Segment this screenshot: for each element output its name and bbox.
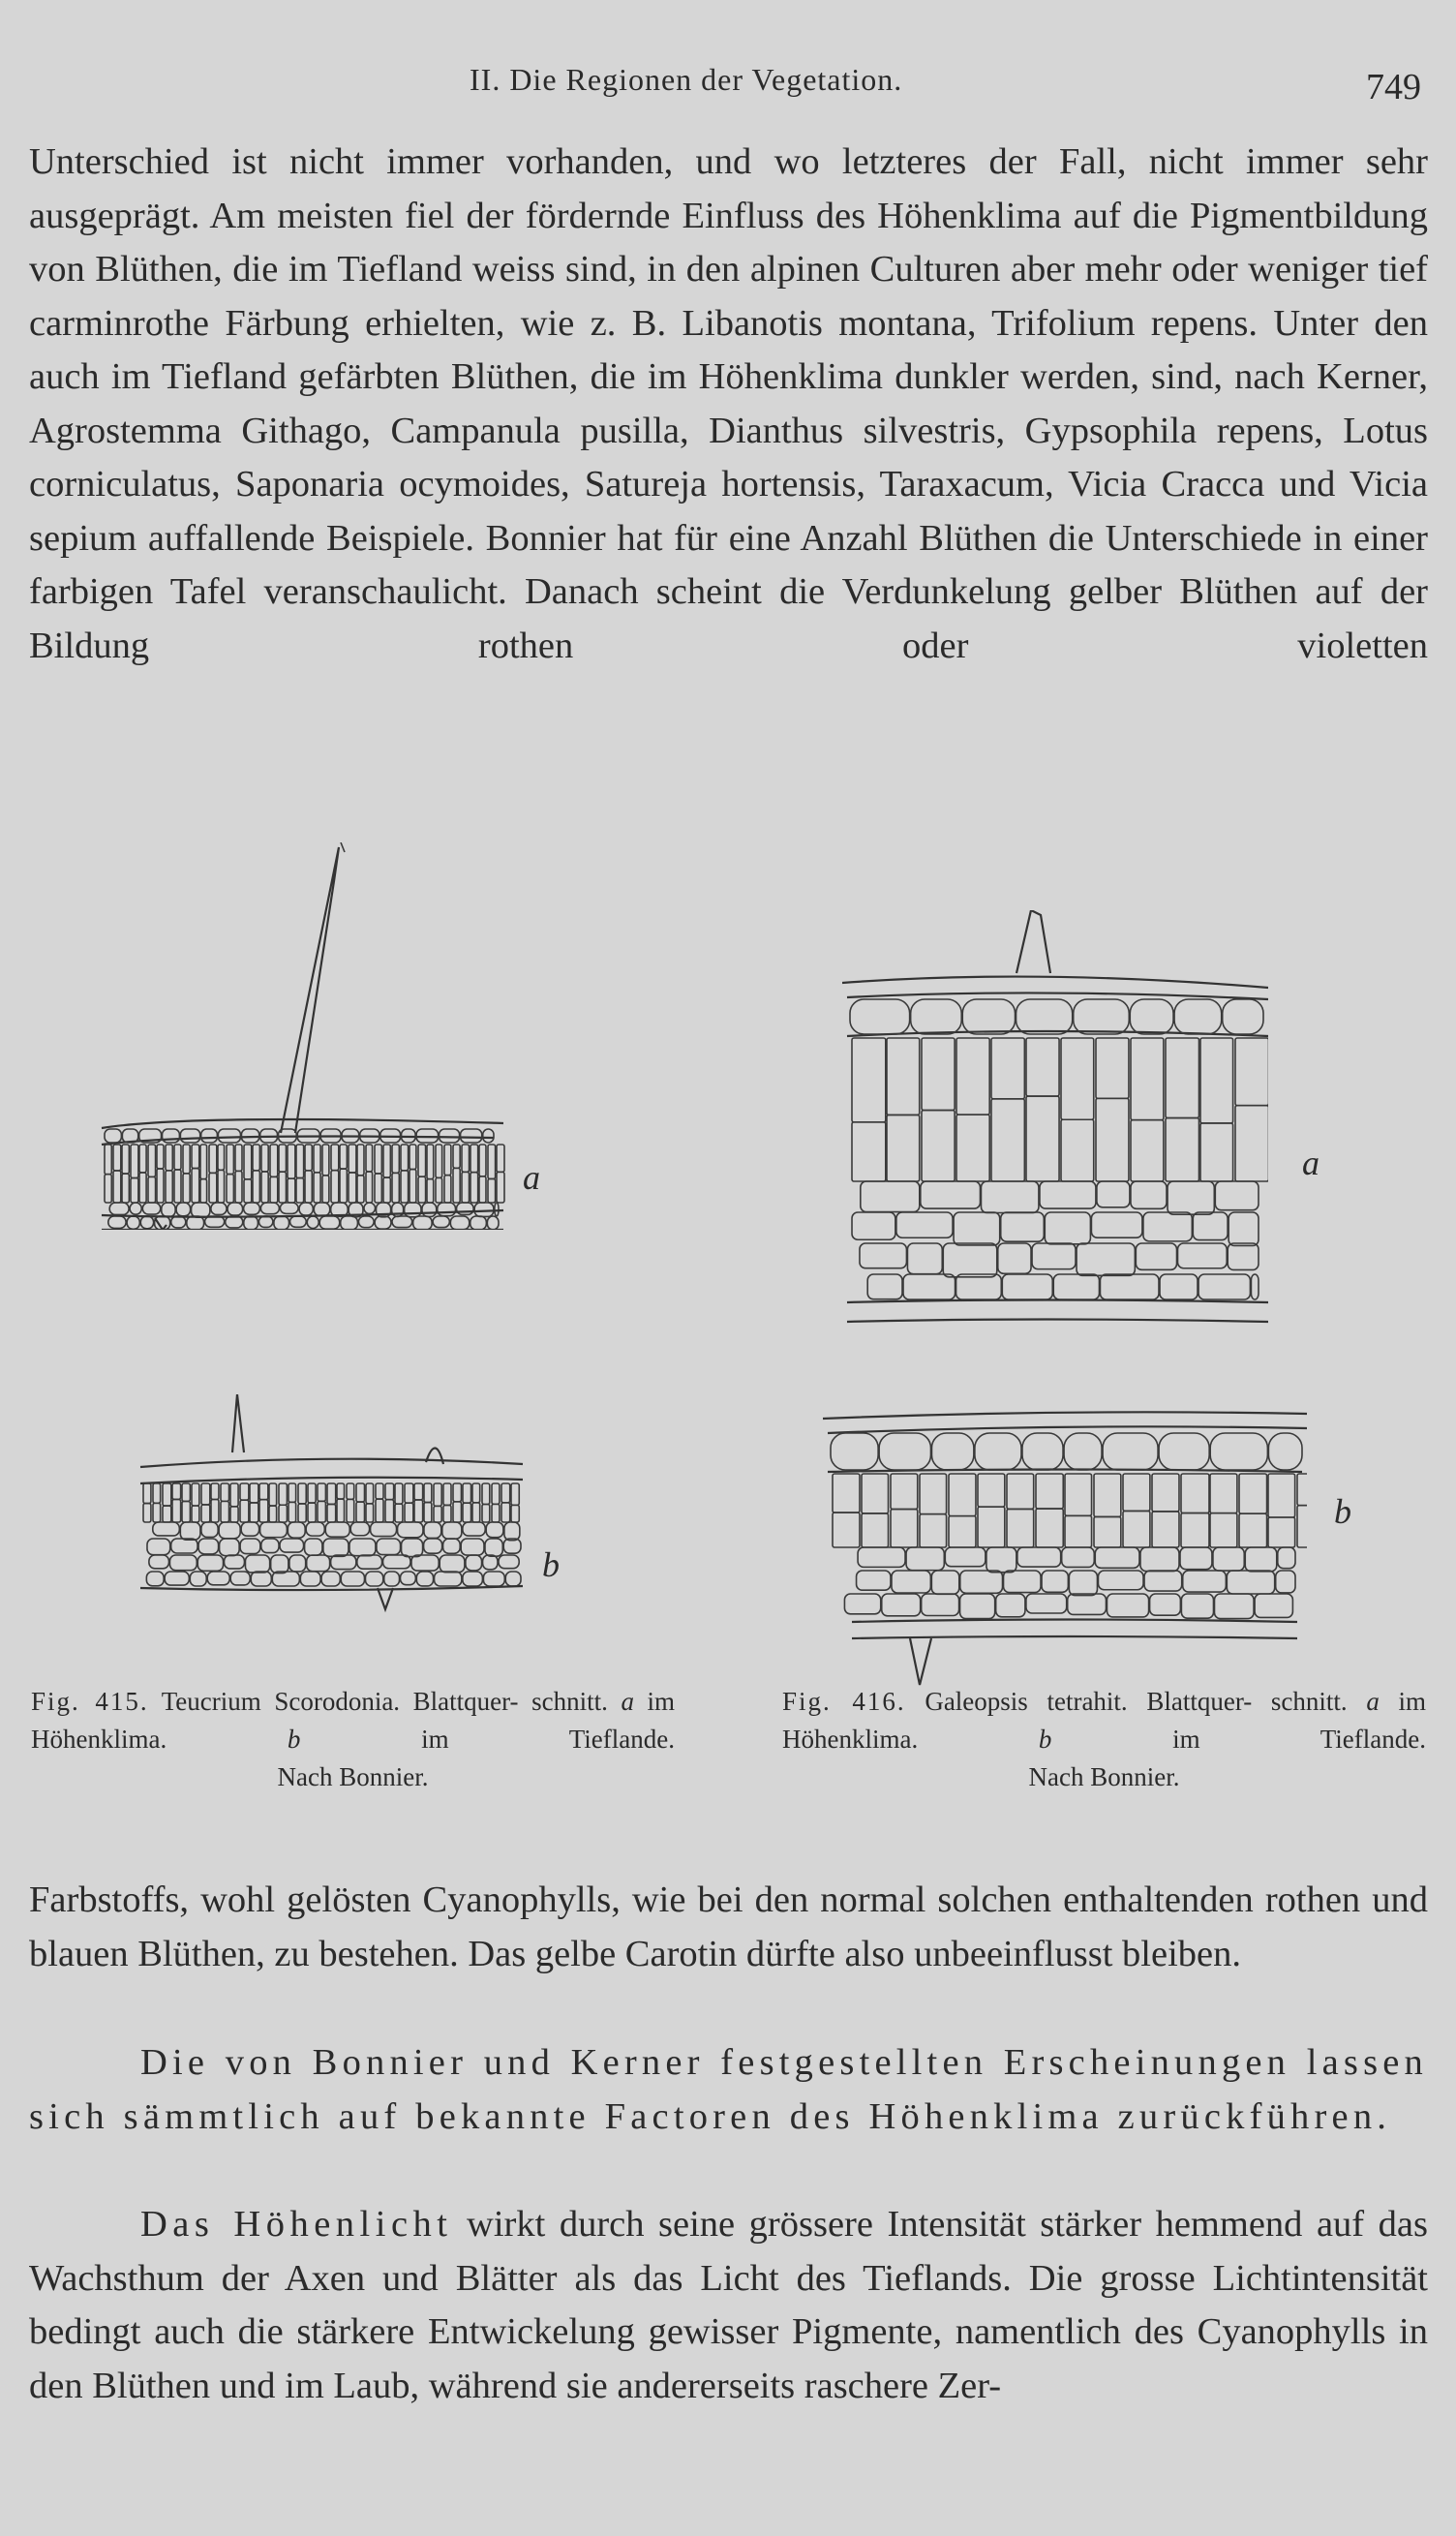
paragraph-4-text: wirkt durch seine grössere Intensität stärker hemmend auf das Wachsthum der Axen und Blätter als das Licht des Tieflands. Die grosse Lichtintensität bedingt auch die stärkere Entwickelung gewisser Pigmente, namentlich des Cyanophylls in den Blüthen und im Laub, während sie andererseits raschere Zer- bbox=[29, 2204, 1428, 2406]
fig-415-caption bbox=[31, 1683, 675, 1796]
paragraph-2: Farbstoffs, wohl gelösten Cyanophylls, wie bei den normal solchen enthaltenden rothen und blauen Blüthen, zu bestehen. Das gelbe Carotin dürfte also unbeeinflusst bleiben. bbox=[29, 1879, 1428, 1974]
fig-415-caption-a-text: im Höhenklima. bbox=[31, 1687, 676, 1754]
fig-416-caption-b-text: im Tieflande. bbox=[1172, 1725, 1426, 1754]
fig-415a-drawing bbox=[97, 842, 513, 1230]
fig-415b-letter: b bbox=[542, 1545, 560, 1584]
fig-415-number: Fig. 415. bbox=[31, 1687, 149, 1716]
page-number: 749 bbox=[1366, 67, 1421, 107]
fig-416-caption-line1: Galeopsis tetrahit. Blattquer- bbox=[925, 1687, 1253, 1716]
fig-415-caption-b-text: im Tieflande. bbox=[421, 1725, 675, 1754]
fig-416-number: Fig. 416. bbox=[782, 1687, 906, 1716]
figure-area bbox=[0, 833, 1456, 1840]
fig-416-caption bbox=[782, 1683, 1426, 1796]
fig-415b-drawing bbox=[136, 1394, 542, 1646]
fig-416a-drawing bbox=[842, 910, 1268, 1336]
running-title: II. Die Regionen der Vegetation. bbox=[470, 62, 903, 97]
fig-415-caption-pre: schnitt. bbox=[531, 1687, 608, 1716]
fig-416-caption-credit: Nach Bonnier. bbox=[1028, 1762, 1180, 1791]
fig-416b-letter: b bbox=[1334, 1492, 1351, 1531]
paragraph-4 bbox=[29, 2198, 1428, 2413]
fig-415-caption-credit: Nach Bonnier. bbox=[277, 1762, 429, 1791]
paragraph-1: Unterschied ist nicht immer vorhanden, und wo letzteres der Fall, nicht immer sehr ausgeprägt. Am meisten fiel der fördernde Einfluss des Höhenklima auf die Pigmentbildung von Blüthen, die im Tiefland weiss sind, in den alpinen Culturen aber mehr oder weniger tief carminrothe Färbung erhielten, wie z. B. Libanotis montana, Trifolium repens. Unter den auch im Tiefland gefärbten Blüthen, die im Höhenklima dunkler werden, sind, nach Kerner, Agrostemma Githago, Campanula pusilla, Dianthus silvestris, Gypsophila repens, Lotus corniculatus, Saponaria ocymoides, Satureja hortensis, Taraxacum, Vicia Cracca und Vicia sepium auffallende Beispiele. Bonnier hat für eine Anzahl Blüthen die Unterschiede in einer farbigen Tafel veranschaulicht. Danach scheint die Verdunkelung gelber Blüthen auf der Bildung rothen oder violetten bbox=[29, 141, 1428, 666]
paragraph-4-emphasis: Das Höhenlicht bbox=[140, 2204, 453, 2245]
fig-416-caption-pre: schnitt. bbox=[1270, 1687, 1348, 1716]
running-head bbox=[0, 62, 1456, 110]
paragraph-3: Die von Bonnier und Kerner festgestellten Erscheinungen lassen sich sämmtlich auf bekannte Factoren des Höhenklima zurückführen. bbox=[29, 2042, 1428, 2137]
fig-415-caption-a: a bbox=[621, 1687, 634, 1716]
fig-415-caption-b: b bbox=[287, 1725, 301, 1754]
fig-416a-letter: a bbox=[1302, 1144, 1320, 1182]
fig-416b-drawing bbox=[823, 1385, 1307, 1695]
fig-416-caption-a-text: im Höhenklima. bbox=[782, 1687, 1426, 1754]
fig-416-caption-a: a bbox=[1366, 1687, 1380, 1716]
fig-415a-letter: a bbox=[523, 1158, 540, 1197]
fig-416-caption-b: b bbox=[1038, 1725, 1052, 1754]
fig-415-caption-line1: Teucrium Scorodonia. Blattquer- bbox=[161, 1687, 519, 1716]
